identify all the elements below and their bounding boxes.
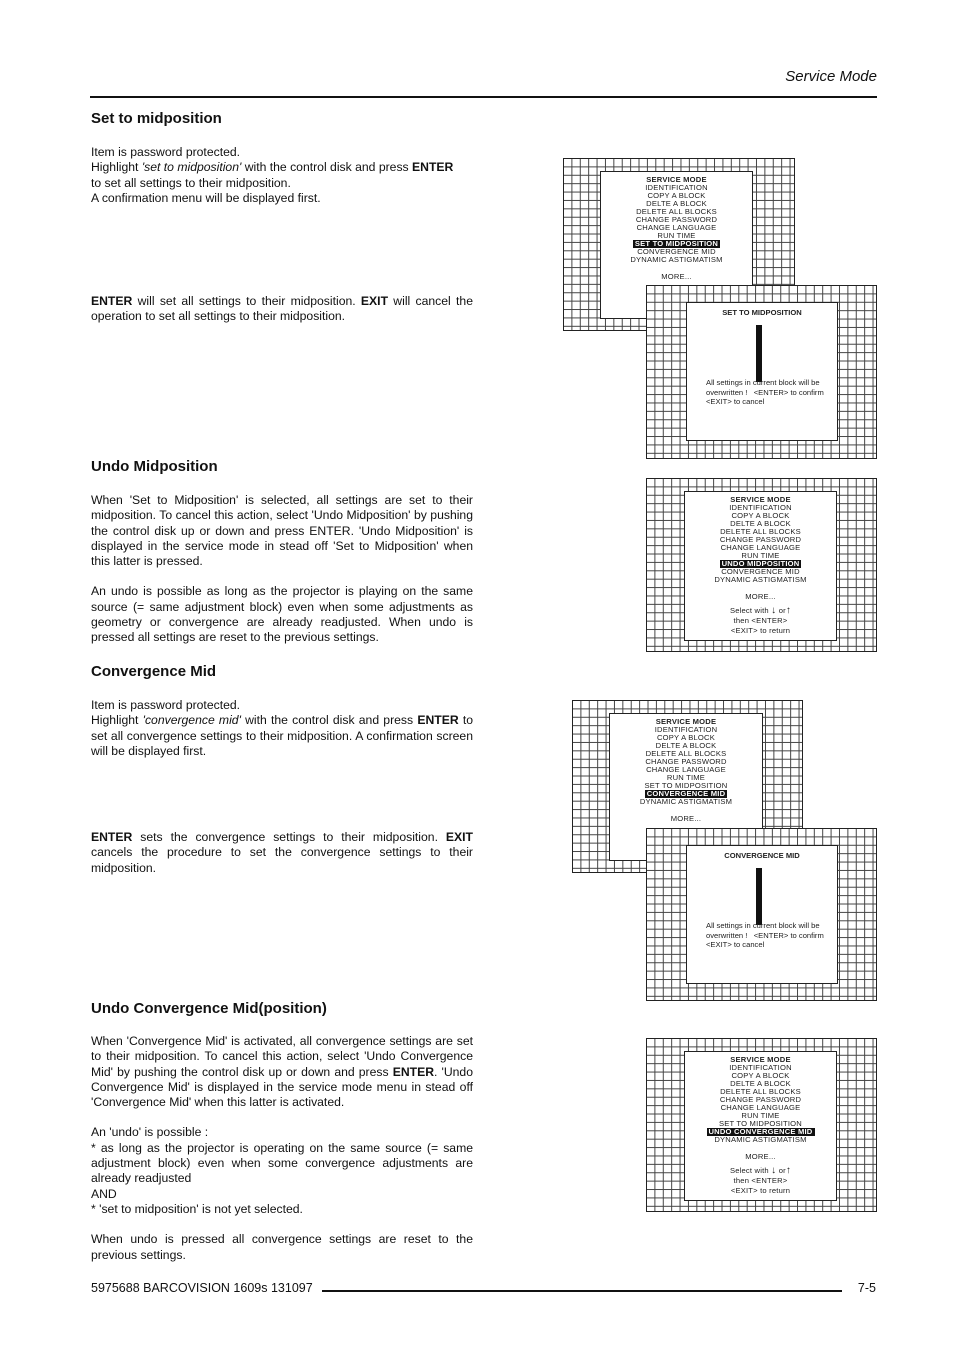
menu-item-highlighted: SET TO MIDPOSITION [634, 239, 719, 248]
menu-item: IDENTIFICATION [729, 503, 792, 512]
confirmation-box [686, 302, 838, 441]
menu-item-highlighted: CONVERGENCE MID [646, 789, 726, 798]
menu-title: SERVICE MODE [646, 175, 707, 184]
menu-item: CHANGE PASSWORD [645, 757, 727, 766]
menu-item: CHANGE PASSWORD [719, 1095, 802, 1104]
undo-convergence-text [91, 1034, 473, 1263]
menu-item-highlighted: UNDO MIDPOSITION [721, 559, 800, 568]
exclamation-icon [756, 325, 762, 381]
menu-title: SERVICE MODE [730, 1055, 791, 1064]
page-number: 7-5 [857, 1281, 876, 1295]
select-hint [685, 607, 836, 615]
message-line: <ENTER> to confirm [753, 930, 824, 940]
menu-more: MORE... [745, 1152, 776, 1161]
message-line: All settings [706, 378, 743, 387]
running-header: Service Mode [785, 68, 877, 85]
message-line: <EXIT> to cancel [706, 940, 765, 950]
menu-item: IDENTIFICATION [729, 1063, 792, 1072]
menu-item: DELETE ALL BLOCKS [636, 207, 717, 216]
text-line: AND [91, 1186, 117, 1201]
arrow-up-icon: ↑ [785, 1165, 792, 1176]
text-paragraph: An undo is possible as long as the projector is playing on the same source (= same adjustment block) even when some adjustments as geometry or convergence are already readjusted. When undo is pressed all settings are reset to the previous settings. [91, 584, 473, 645]
select-hint [685, 1167, 836, 1175]
set-midposition-intro [91, 145, 473, 206]
confirmation-message [706, 378, 837, 407]
select-hint-or: or [778, 606, 786, 615]
menu-item: DELETE ALL BLOCKS [720, 527, 801, 536]
menu-item: CONVERGENCE MID [721, 567, 800, 576]
text-line: A confirmation menu will be displayed first. [91, 190, 321, 205]
menu-item: CHANGE LANGUAGE [646, 765, 726, 774]
menu-item: DELTE A BLOCK [730, 1079, 791, 1088]
text-line: * 'set to midposition' is not yet selected. [91, 1201, 303, 1216]
message-line: will be overwritten ! [706, 378, 820, 397]
footer-rule [322, 1290, 842, 1292]
menu-item: CHANGE LANGUAGE [720, 1103, 801, 1112]
menu-item: SET TO MIDPOSITION [644, 781, 728, 790]
menu-item: DELTE A BLOCK [646, 199, 707, 208]
text-paragraph: Item is password protected. Highlight 'convergence mid' with the control disk and press ENTER to set all convergence settings to their midposition. A confirmation screen will be displayed first. [91, 698, 473, 758]
menu-item: CHANGE PASSWORD [719, 535, 802, 544]
select-hint-text: then <ENTER> [733, 1176, 788, 1185]
menu-item: SET TO MIDPOSITION [719, 1119, 802, 1128]
message-line: will be overwritten ! [706, 921, 820, 940]
text-paragraph: ENTER sets the convergence settings to their midposition. EXIT cancels the procedure to set the convergence settings to their midposition. [91, 830, 473, 875]
menu-item: COPY A BLOCK [657, 733, 715, 742]
menu-title: SERVICE MODE [730, 495, 791, 504]
menu-item: IDENTIFICATION [654, 725, 718, 734]
menu-item: DYNAMIC ASTIGMATISM [630, 255, 723, 264]
confirmation-message [706, 921, 837, 950]
set-midposition-enter-exit [91, 294, 473, 325]
section-title-undo-convergence-mid: Undo Convergence Mid(position) [91, 1000, 327, 1017]
menu-item: DELETE ALL BLOCKS [720, 1087, 801, 1096]
text-line: An 'undo' is possible : [91, 1125, 209, 1140]
menu-more: MORE... [745, 592, 776, 601]
menu-item: CHANGE PASSWORD [635, 215, 718, 224]
undo-midposition-text [91, 493, 473, 646]
message-line: <ENTER> to confirm [753, 387, 824, 397]
select-hint-text: then <ENTER> [733, 616, 788, 625]
message-line: in current block [744, 921, 797, 930]
select-hint-or: or [778, 1166, 786, 1175]
arrow-down-icon: ↓ [771, 1165, 777, 1176]
text-paragraph: ENTER will set all settings to their midposition. EXIT will cancel the operation to set all settings to their midposition. [91, 294, 473, 324]
message-line: <EXIT> to cancel [706, 397, 765, 407]
menu-item: RUN TIME [666, 773, 706, 782]
exclamation-icon [756, 868, 762, 924]
convergence-mid-intro [91, 698, 473, 759]
menu-item: DELETE ALL BLOCKS [645, 749, 727, 758]
text-line: * as long as the projector is operating on the same source (= same adjustment block) even when some convergence adjustments are already readjusted [91, 1140, 473, 1186]
service-mode-menu [684, 491, 837, 641]
menu-item: COPY A BLOCK [647, 191, 706, 200]
select-hint-text: <EXIT> to return [730, 626, 791, 635]
confirmation-title: SET TO MIDPOSITION [722, 308, 802, 317]
text-paragraph: When undo is pressed all convergence settings are reset to the previous settings. [91, 1232, 473, 1262]
menu-item: DYNAMIC ASTIGMATISM [639, 797, 733, 806]
confirmation-title: CONVERGENCE MID [724, 851, 800, 860]
menu-item-highlighted: UNDO CONVERGENCE MID [708, 1127, 813, 1136]
menu-more: MORE... [661, 272, 692, 281]
menu-item: RUN TIME [741, 551, 780, 560]
menu-item: DYNAMIC ASTIGMATISM [714, 1135, 807, 1144]
select-hint-text: <EXIT> to return [730, 1186, 791, 1195]
menu-item: DELTE A BLOCK [730, 519, 791, 528]
menu-more: MORE... [670, 814, 702, 823]
text-paragraph: When 'Convergence Mid' is activated, all convergence settings are set to their midposition. To cancel this action, select 'Undo Convergence Mid' by pushing the control disk up or down and press ENTER. 'Undo Convergence Mid' is displayed in the service mode menu in stead off 'Convergence Mid' when this latter is activated. [91, 1034, 473, 1110]
confirmation-box [686, 845, 838, 984]
menu-item: IDENTIFICATION [645, 183, 708, 192]
menu-item: DYNAMIC ASTIGMATISM [714, 575, 807, 584]
menu-item: COPY A BLOCK [731, 1071, 790, 1080]
message-line: All settings [706, 921, 743, 930]
select-hint-text: Select with [729, 1166, 769, 1175]
header-rule [90, 96, 877, 98]
section-title-convergence-mid: Convergence Mid [91, 663, 217, 680]
footer-doc-id: 5975688 BARCOVISION 1609s 131097 [91, 1281, 313, 1295]
menu-item: RUN TIME [741, 1111, 780, 1120]
select-hint-text: Select with [729, 606, 769, 615]
message-line: in current block [744, 378, 797, 387]
menu-item: COPY A BLOCK [731, 511, 790, 520]
menu-item: DELTE A BLOCK [655, 741, 717, 750]
text-line: Highlight 'set to midposition' with the control disk and press ENTER [91, 160, 454, 175]
text-paragraph: When 'Set to Midposition' is selected, all settings are set to their midposition. To cancel this action, select 'Undo Midposition' by pushing the control disk up or down and press ENTER. 'Undo Midposition' is displayed in the service mode in stead off 'Set to Midposition' when this latter is pressed. [91, 493, 473, 569]
menu-item: CONVERGENCE MID [637, 247, 716, 256]
menu-item: CHANGE LANGUAGE [720, 543, 801, 552]
text-line: Item is password protected. [91, 145, 241, 159]
service-mode-menu [684, 1051, 837, 1201]
menu-item: RUN TIME [657, 231, 696, 240]
arrow-down-icon: ↓ [771, 605, 777, 616]
arrow-up-icon: ↑ [785, 605, 792, 616]
convergence-mid-enter-exit [91, 830, 473, 876]
section-title-set-to-midposition: Set to midposition [91, 110, 222, 127]
menu-item: CHANGE LANGUAGE [636, 223, 717, 232]
menu-title: SERVICE MODE [655, 717, 717, 726]
text-line: to set all settings to their midposition. [91, 175, 291, 190]
section-title-undo-midposition: Undo Midposition [91, 458, 218, 475]
